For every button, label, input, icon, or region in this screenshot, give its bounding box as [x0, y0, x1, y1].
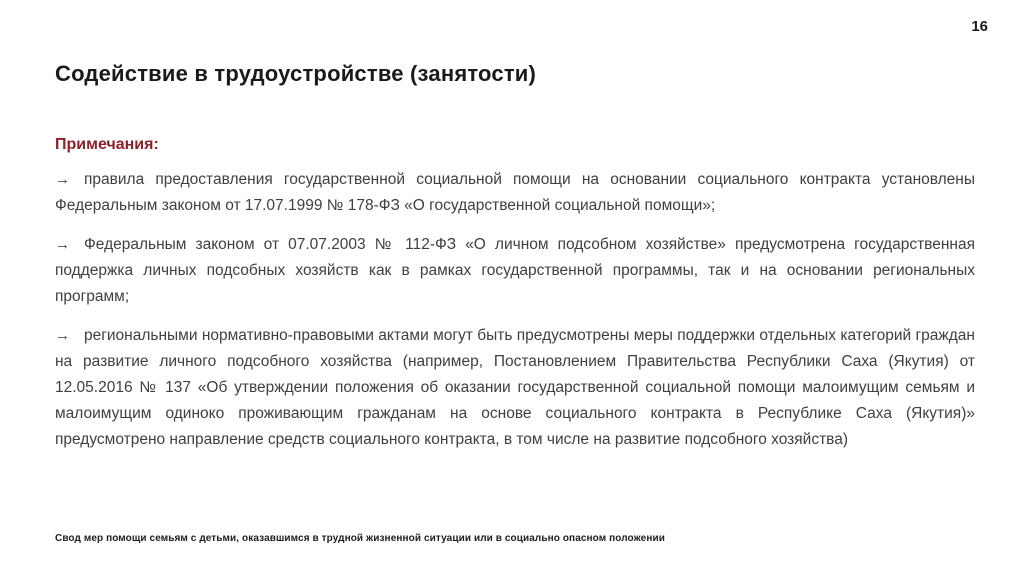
arrow-bullet-icon: →: [55, 171, 70, 188]
footer-text: Свод мер помощи семьям с детьми, оказавшимся в трудной жизненной ситуации или в социально опасном положении: [55, 533, 665, 544]
note-text: Федеральным законом от 07.07.2003 № 112-ФЗ «О личном подсобном хозяйстве» предусмотрена государственная поддержка личных подсобных хозяйств как в рамках государственной программы, так и на основании региональных программ;: [55, 236, 975, 305]
note-paragraph: [55, 232, 975, 310]
note-paragraph: [55, 323, 975, 453]
arrow-bullet-icon: →: [55, 236, 70, 253]
arrow-bullet-icon: →: [55, 327, 70, 344]
page-title: Содействие в трудоустройстве (занятости): [55, 60, 537, 86]
notes-section: [55, 136, 975, 453]
note-text: региональными нормативно-правовыми актами могут быть предусмотрены меры поддержки отдельных категорий граждан на развитие личного подсобного хозяйства (например, Постановлением Правительства Республики Саха (Якутия) от 12.05.2016 № 137 «Об утверждении положения об оказании государственной социальной помощи малоимущим семьям и малоимущим одиноко проживающим гражданам на основе социального контракта в Республике Саха (Якутия)» предусмотрено направление средств социального контракта, в том числе на развитие подсобного хозяйства): [55, 327, 975, 448]
notes-heading: Примечания:: [55, 136, 159, 153]
page-number: 16: [971, 18, 988, 35]
note-text: правила предоставления государственной социальной помощи на основании социального контракта установлены Федеральным законом от 17.07.1999 № 178-ФЗ «О государственной социальной помощи»;: [55, 171, 975, 214]
note-paragraph: [55, 167, 975, 219]
